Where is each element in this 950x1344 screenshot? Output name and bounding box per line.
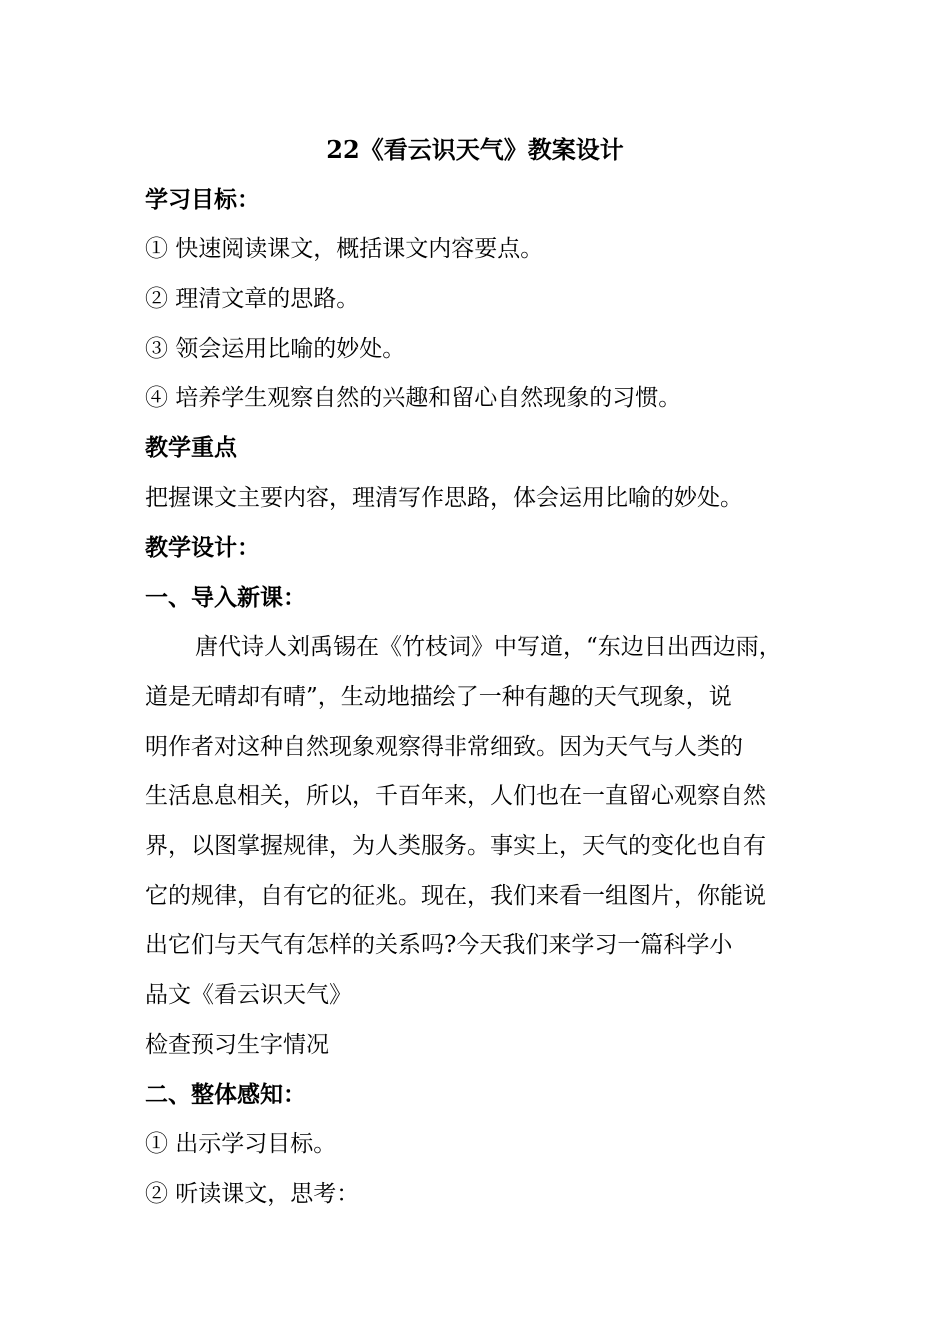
section-two-heading: 二、整体感知： — [145, 1081, 306, 1108]
intro-paragraph-line: 界，以图掌握规律，为人类服务。事实上，天气的变化也自有 — [145, 833, 766, 859]
intro-paragraph-line: 明作者对这种自然现象观察得非常细致。因为天气与人类的 — [145, 734, 743, 760]
section-one-heading: 一、导入新课： — [145, 584, 306, 611]
objective-item-1: ① 快速阅读课文，概括课文内容要点。 — [145, 236, 544, 262]
intro-paragraph-line: 生活息息相关，所以，千百年来，人们也在一直留心观察自然 — [145, 783, 766, 809]
teaching-design-heading: 教学设计： — [145, 534, 260, 561]
preview-check-text: 检查预习生字情况 — [145, 1032, 329, 1058]
intro-paragraph-line: 品文《看云识天气》 — [145, 982, 352, 1008]
intro-paragraph-line: 唐代诗人刘禹锡在《竹枝词》中写道，“东边日出西边雨， — [195, 634, 782, 660]
perception-item-1: ① 出示学习目标。 — [145, 1131, 337, 1157]
key-points-heading: 教学重点 — [145, 434, 237, 461]
key-points-text: 把握课文主要内容，理清写作思路，体会运用比喻的妙处。 — [145, 485, 743, 511]
intro-paragraph-line: 道是无晴却有晴”，生动地描绘了一种有趣的天气现象，说 — [145, 684, 732, 710]
intro-paragraph-line: 出它们与天气有怎样的关系吗?今天我们来学习一篇科学小 — [145, 932, 733, 958]
perception-item-2: ② 听读课文，思考： — [145, 1181, 360, 1207]
objective-item-4: ④ 培养学生观察自然的兴趣和留心自然现象的习惯。 — [145, 385, 682, 411]
learning-objectives-heading: 学习目标： — [145, 186, 260, 213]
intro-paragraph-line: 它的规律，自有它的征兆。现在，我们来看一组图片，你能说 — [145, 883, 766, 909]
document-title: 22《看云识天气》教案设计 — [326, 135, 624, 164]
objective-item-2: ② 理清文章的思路。 — [145, 286, 360, 312]
objective-item-3: ③ 领会运用比喻的妙处。 — [145, 336, 406, 362]
